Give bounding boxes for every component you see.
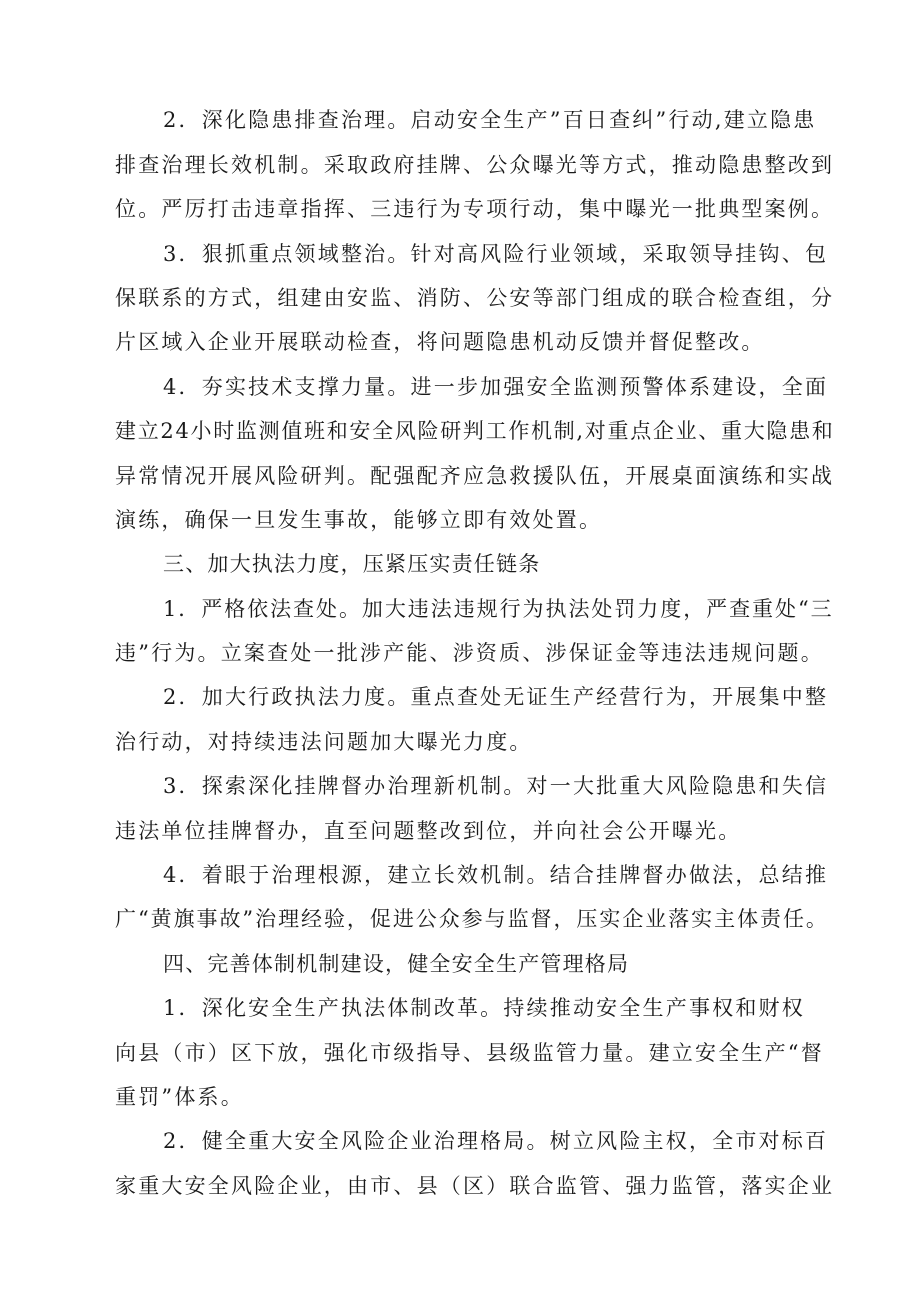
paragraph-line: 异常情况开展风险研判。配强配齐应急救援队伍，开展桌面演练和实战 xyxy=(115,464,835,488)
paragraph-line: 演练，确保一旦发生事故，能够立即有效处置。 xyxy=(115,508,603,532)
section-heading: 四、完善体制机制建设，健全安全生产管理格局 xyxy=(163,952,630,976)
paragraph-line: 3．狠抓重点领域整治。针对高风险行业领域，采取领导挂钩、包 xyxy=(163,242,829,266)
paragraph-line: 重罚”体系。 xyxy=(115,1085,244,1109)
paragraph-line: 向县（市）区下放，强化市级指导、县级监管力量。建立安全生产“督 xyxy=(115,1041,824,1065)
paragraph-line: 4．夯实技术支撑力量。进一步加强安全监测预警体系建设，全面 xyxy=(163,375,829,399)
paragraph-line: 治行动，对持续违法问题加大曝光力度。 xyxy=(115,730,533,754)
paragraph-line: 4．着眼于治理根源，建立长效机制。结合挂牌督办做法，总结推 xyxy=(163,863,829,887)
paragraph-line: 2．深化隐患排查治理。启动安全生产”百日查纠”行动,建立隐患 xyxy=(163,108,817,132)
paragraph-line: 违法单位挂牌督办，直至问题整改到位，并向社会公开曝光。 xyxy=(115,819,742,843)
paragraph-line: 2．健全重大安全风险企业治理格局。树立风险主权，全市对标百 xyxy=(163,1129,829,1153)
paragraph-line: 排查治理长效机制。采取政府挂牌、公众曝光等方式，推动隐患整改到 xyxy=(115,153,835,177)
paragraph-line: 家重大安全风险企业，由市、县（区）联合监管、强力监管，落实企业 xyxy=(115,1174,835,1198)
section-heading: 三、加大执法力度，压紧压实责任链条 xyxy=(163,552,541,576)
paragraph-line: 2．加大行政执法力度。重点查处无证生产经营行为，开展集中整 xyxy=(163,685,829,709)
paragraph-line: 3．探索深化挂牌督办治理新机制。对一大批重大风险隐患和失信 xyxy=(163,774,829,798)
paragraph-line: 违”行为。立案查处一批涉产能、涉资质、涉保证金等违法违规问题。 xyxy=(115,641,824,665)
paragraph-line: 1．严格依法查处。加大违法违规行为执法处罚力度，严查重处“三 xyxy=(163,597,834,621)
paragraph-line: 1．深化安全生产执法体制改革。持续推动安全生产事权和财权 xyxy=(163,996,805,1020)
paragraph-line: 保联系的方式，组建由安监、消防、公安等部门组成的联合检查组，分 xyxy=(115,286,835,310)
paragraph-line: 位。严厉打击违章指挥、三违行为专项行动，集中曝光一批典型案例。 xyxy=(115,197,835,221)
paragraph-line: 建立24小时监测值班和安全风险研判工作机制,对重点企业、重大隐患和 xyxy=(115,419,835,443)
paragraph-line: 广“黄旗事故”治理经验，促进公众参与监督，压实企业落实主体责任。 xyxy=(115,907,829,931)
paragraph-line: 片区域入企业开展联动检查，将问题隐患机动反馈并督促整改。 xyxy=(115,330,765,354)
